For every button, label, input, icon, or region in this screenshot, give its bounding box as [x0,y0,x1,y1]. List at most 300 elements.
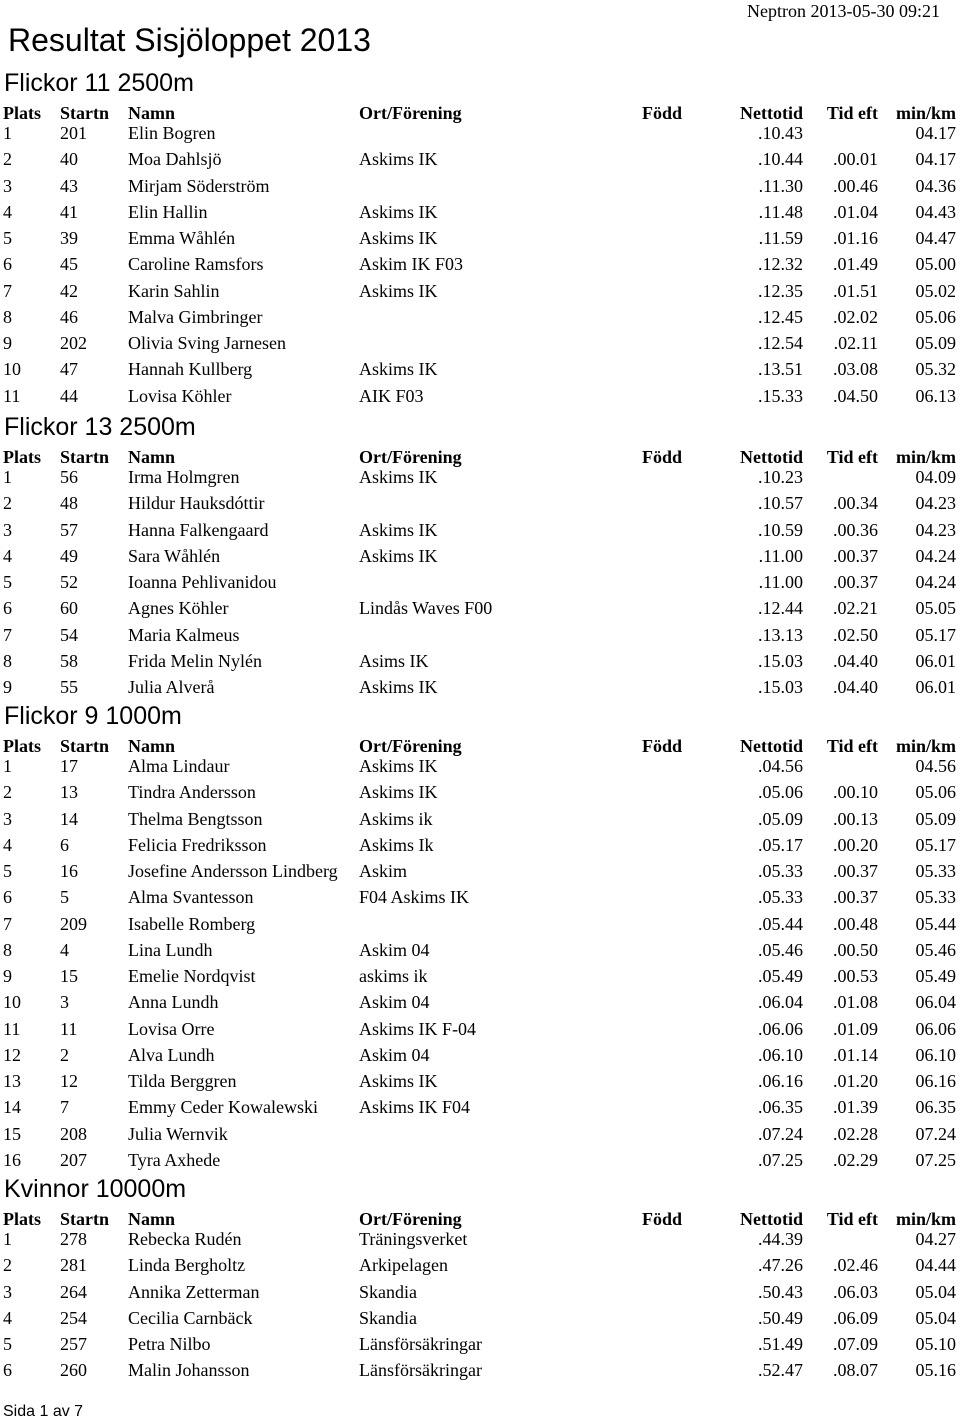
name-cell: Elin Hallin [128,201,208,222]
plats-cell: 6 [3,254,12,275]
column-header-namn: Namn [128,447,176,467]
column-header-plats: Plats [3,447,41,467]
nettotid-cell: .10.59 [758,519,803,540]
column-header-namn: Namn [128,103,176,123]
table-row [0,330,960,356]
nettotid-cell: .11.59 [758,228,803,248]
name-cell: Hildur Hauksdóttir [128,493,265,514]
plats-cell: 5 [3,861,12,881]
plats-cell: 9 [3,677,12,697]
table-row [0,251,960,277]
min-km-cell: 06.06 [915,1018,956,1039]
plats-cell: 11 [3,1018,21,1039]
name-cell: Tindra Andersson [128,782,256,803]
name-cell: Lina Lundh [128,939,213,960]
column-header-namn: Namn [128,1209,176,1229]
name-cell: Annika Zetterman [128,1281,260,1302]
plats-cell: 6 [3,887,12,908]
tid-eft-cell: .02.02 [833,306,878,327]
nettotid-cell: .06.35 [758,1097,803,1118]
nettotid-cell: .10.43 [758,123,803,143]
name-cell: Frida Melin Nylén [128,650,262,671]
startn-cell: 209 [60,913,87,934]
min-km-cell: 05.33 [915,861,956,881]
table-row [0,383,960,409]
club-cell: Askims IK [359,280,438,301]
club-cell: Askim IK F03 [359,254,464,275]
plats-cell: 8 [3,650,12,671]
plats-cell: 9 [3,966,12,986]
nettotid-cell: .13.13 [758,624,803,645]
plats-cell: 16 [3,1149,21,1170]
table-row [0,569,960,595]
nettotid-cell: .12.45 [758,306,803,327]
table-row [0,173,960,199]
plats-cell: 10 [3,992,21,1013]
tid-eft-cell: .01.51 [833,280,878,301]
section-title: Flickor 11 2500m [4,69,194,97]
club-cell: Skandia [359,1281,417,1302]
tid-eft-cell: .01.14 [833,1044,878,1065]
startn-cell: 3 [60,992,69,1013]
plats-cell: 6 [3,1360,12,1381]
tid-eft-cell: .00.10 [833,782,878,803]
table-row [0,490,960,516]
startn-cell: 12 [60,1071,78,1091]
table-row [0,199,960,225]
tid-eft-cell: .00.53 [833,966,878,986]
name-cell: Emmy Ceder Kowalewski [128,1097,318,1118]
club-cell: F04 Askims IK [359,887,470,908]
startn-cell: 278 [60,1229,87,1249]
min-km-cell: 05.33 [915,887,956,908]
column-header-tideft: Tid eft [826,447,878,467]
club-cell: Askims IK [359,149,438,170]
name-cell: Lovisa Orre [128,1018,215,1039]
plats-cell: 7 [3,280,12,301]
plats-cell: 12 [3,1044,21,1065]
column-header-ort: Ort/Förening [359,1209,462,1229]
plats-cell: 4 [3,201,12,222]
nettotid-cell: .10.44 [758,149,803,170]
club-cell: Askims Ik [359,834,434,855]
startn-cell: 47 [60,359,78,380]
table-row [0,146,960,172]
name-cell: Mirjam Söderström [128,175,270,196]
column-header-fodd: Född [642,447,683,467]
column-header-startn: Startn [60,447,109,467]
name-cell: Rebecka Rudén [128,1229,242,1249]
column-header-ort: Ort/Förening [359,447,462,467]
table-row [0,674,960,700]
startn-cell: 54 [60,624,78,645]
nettotid-cell: .47.26 [758,1255,803,1276]
column-header-min: min/km [895,736,956,756]
name-cell: Maria Kalmeus [128,624,240,645]
tid-eft-cell: .00.37 [833,572,878,592]
table-row [0,120,960,146]
min-km-cell: 05.10 [915,1334,956,1354]
startn-cell: 11 [60,1018,78,1039]
name-cell: Emelie Nordqvist [128,966,256,986]
table-row [0,1094,960,1120]
name-cell: Thelma Bengtsson [128,808,263,829]
nettotid-cell: .15.03 [758,650,803,671]
column-header-fodd: Född [642,103,683,123]
startn-cell: 281 [60,1255,87,1276]
startn-cell: 4 [60,939,69,960]
nettotid-cell: .13.51 [758,359,803,380]
name-cell: Lovisa Köhler [128,385,232,406]
nettotid-cell: .05.44 [758,913,803,934]
name-cell: Tyra Axhede [128,1149,221,1170]
startn-cell: 45 [60,254,78,275]
name-cell: Ioanna Pehlivanidou [128,572,277,592]
tid-eft-cell: .00.50 [833,939,878,960]
startn-cell: 201 [60,123,87,143]
tid-eft-cell: .04.40 [833,650,878,671]
tid-eft-cell: .02.50 [833,624,878,645]
plats-cell: 3 [3,1281,12,1302]
plats-cell: 7 [3,624,12,645]
column-header-plats: Plats [3,103,41,123]
table-row [0,884,960,910]
table-row [0,963,960,989]
print-meta: Neptron 2013-05-30 09:21 [747,1,940,21]
plats-cell: 4 [3,834,12,855]
table-row [0,911,960,937]
column-header-tideft: Tid eft [826,1209,878,1229]
plats-cell: 5 [3,572,12,592]
column-header-plats: Plats [3,736,41,756]
min-km-cell: 05.44 [915,913,956,934]
min-km-cell: 05.00 [915,254,956,275]
nettotid-cell: .04.56 [758,756,803,776]
table-row [0,832,960,858]
table-row [0,989,960,1015]
tid-eft-cell: .01.04 [833,201,878,222]
nettotid-cell: .05.46 [758,939,803,960]
plats-cell: 2 [3,149,12,170]
name-cell: Emma Wåhlén [128,228,236,248]
page-footer: Sida 1 av 7 [3,1403,84,1420]
club-cell: Askims IK [359,359,438,380]
min-km-cell: 05.17 [915,834,956,855]
nettotid-cell: .05.33 [758,861,803,881]
startn-cell: 260 [60,1360,87,1381]
table-row [0,1279,960,1305]
min-km-cell: 05.46 [915,939,956,960]
nettotid-cell: .05.06 [758,782,803,803]
nettotid-cell: .11.00 [758,545,803,566]
table-row [0,937,960,963]
club-cell: Askims IK [359,519,438,540]
nettotid-cell: .52.47 [758,1360,803,1381]
club-cell: Askims IK F04 [359,1097,471,1118]
tid-eft-cell: .02.11 [833,333,878,353]
tid-eft-cell: .00.13 [833,808,878,829]
nettotid-cell: .10.23 [758,467,803,487]
table-row [0,595,960,621]
page-title: Resultat Sisjöloppet 2013 [8,22,371,58]
nettotid-cell: .05.17 [758,834,803,855]
startn-cell: 55 [60,677,78,697]
name-cell: Agnes Köhler [128,598,229,619]
nettotid-cell: .44.39 [758,1229,803,1249]
min-km-cell: 04.09 [915,467,956,487]
plats-cell: 14 [3,1097,21,1118]
name-cell: Julia Wernvik [128,1123,228,1144]
nettotid-cell: .15.33 [758,385,803,406]
tid-eft-cell: .00.37 [833,861,878,881]
nettotid-cell: .06.06 [758,1018,803,1039]
name-cell: Hanna Falkengaard [128,519,269,540]
column-header-fodd: Född [642,736,683,756]
table-row [0,622,960,648]
column-header-netto: Nettotid [740,736,803,756]
tid-eft-cell: .00.37 [833,887,878,908]
nettotid-cell: .12.44 [758,598,803,619]
plats-cell: 4 [3,1307,12,1328]
name-cell: Alma Svantesson [128,887,254,908]
club-cell: Askims IK [359,467,438,487]
table-row [0,1305,960,1331]
column-header-netto: Nettotid [740,447,803,467]
table-row [0,304,960,330]
column-header-plats: Plats [3,1209,41,1229]
column-header-startn: Startn [60,736,109,756]
min-km-cell: 06.10 [915,1044,956,1065]
startn-cell: 43 [60,175,78,196]
table-row [0,858,960,884]
table-row [0,1331,960,1357]
column-header-fodd: Född [642,1209,683,1229]
club-cell: Länsförsäkringar [359,1334,482,1354]
section-title: Kvinnor 10000m [4,1175,187,1203]
startn-cell: 2 [60,1044,69,1065]
name-cell: Irma Holmgren [128,467,240,487]
startn-cell: 49 [60,545,78,566]
column-header-startn: Startn [60,1209,109,1229]
club-cell: Lindås Waves F00 [359,598,493,619]
club-cell: Askims IK [359,782,438,803]
club-cell: Askims IK [359,545,438,566]
name-cell: Caroline Ramsfors [128,254,264,275]
startn-cell: 46 [60,306,78,327]
club-cell: Träningsverket [359,1229,468,1249]
min-km-cell: 05.32 [915,359,956,380]
startn-cell: 6 [60,834,69,855]
startn-cell: 39 [60,228,78,248]
startn-cell: 17 [60,756,78,776]
min-km-cell: 06.04 [915,992,956,1013]
min-km-cell: 06.13 [915,385,956,406]
min-km-cell: 07.25 [915,1149,956,1170]
name-cell: Petra Nilbo [128,1334,211,1354]
min-km-cell: 04.44 [915,1255,956,1276]
name-cell: Josefine Andersson Lindberg [128,861,338,881]
startn-cell: 42 [60,280,78,301]
min-km-cell: 05.09 [915,333,956,353]
plats-cell: 8 [3,939,12,960]
table-row [0,278,960,304]
tid-eft-cell: .01.39 [833,1097,878,1118]
nettotid-cell: .07.24 [758,1123,803,1144]
club-cell: Askims IK [359,201,438,222]
table-row [0,648,960,674]
startn-cell: 44 [60,385,78,406]
table-row [0,1147,960,1173]
nettotid-cell: .05.09 [758,808,803,829]
tid-eft-cell: .02.29 [833,1149,878,1170]
plats-cell: 13 [3,1071,21,1091]
name-cell: Elin Bogren [128,123,216,143]
column-header-netto: Nettotid [740,103,803,123]
plats-cell: 9 [3,333,12,353]
min-km-cell: 06.16 [915,1071,956,1091]
table-row [0,356,960,382]
tid-eft-cell: .01.16 [833,228,878,248]
table-row [0,1042,960,1068]
tid-eft-cell: .00.20 [833,834,878,855]
plats-cell: 2 [3,493,12,514]
club-cell: AIK F03 [359,385,424,406]
nettotid-cell: .11.48 [758,201,803,222]
tid-eft-cell: .02.28 [833,1123,878,1144]
nettotid-cell: .05.33 [758,887,803,908]
nettotid-cell: .05.49 [758,966,803,986]
tid-eft-cell: .02.46 [833,1255,878,1276]
startn-cell: 208 [60,1123,87,1144]
min-km-cell: 05.17 [915,624,956,645]
table-row [0,753,960,779]
tid-eft-cell: .00.34 [833,493,878,514]
name-cell: Karin Sahlin [128,280,220,301]
plats-cell: 3 [3,519,12,540]
club-cell: Asims IK [359,650,429,671]
plats-cell: 15 [3,1123,21,1144]
club-cell: askims ik [359,966,428,986]
min-km-cell: 05.02 [915,280,956,301]
plats-cell: 4 [3,545,12,566]
plats-cell: 7 [3,913,12,934]
min-km-cell: 05.16 [915,1360,956,1381]
nettotid-cell: .06.10 [758,1044,803,1065]
startn-cell: 58 [60,650,78,671]
min-km-cell: 05.04 [915,1307,956,1328]
club-cell: Askims IK [359,228,438,248]
tid-eft-cell: .06.09 [833,1307,878,1328]
min-km-cell: 05.06 [915,306,956,327]
column-header-tideft: Tid eft [826,736,878,756]
club-cell: Askims IK [359,1071,438,1091]
min-km-cell: 04.23 [915,493,956,514]
startn-cell: 48 [60,493,78,514]
table-row [0,464,960,490]
club-cell: Askims IK [359,677,438,697]
name-cell: Sara Wåhlén [128,545,221,566]
club-cell: Länsförsäkringar [359,1360,482,1381]
section-title: Flickor 9 1000m [4,702,182,730]
table-row [0,1226,960,1252]
nettotid-cell: .06.04 [758,992,803,1013]
club-cell: Askim 04 [359,992,430,1013]
name-cell: Alva Lundh [128,1044,215,1065]
min-km-cell: 04.56 [915,756,956,776]
tid-eft-cell: .02.21 [833,598,878,619]
table-row [0,1068,960,1094]
name-cell: Isabelle Romberg [128,913,256,934]
name-cell: Tilda Berggren [128,1071,237,1091]
plats-cell: 10 [3,359,21,380]
startn-cell: 56 [60,467,78,487]
min-km-cell: 04.24 [915,572,956,592]
club-cell: Askims IK F-04 [359,1018,477,1039]
table-row [0,1252,960,1278]
nettotid-cell: .06.16 [758,1071,803,1091]
name-cell: Julia Alverå [128,677,215,697]
min-km-cell: 05.06 [915,782,956,803]
min-km-cell: 07.24 [915,1123,956,1144]
plats-cell: 1 [3,123,12,143]
plats-cell: 1 [3,1229,12,1249]
min-km-cell: 06.35 [915,1097,956,1118]
plats-cell: 2 [3,782,12,803]
nettotid-cell: .50.49 [758,1307,803,1328]
startn-cell: 264 [60,1281,87,1302]
column-header-namn: Namn [128,736,176,756]
plats-cell: 3 [3,808,12,829]
startn-cell: 52 [60,572,78,592]
name-cell: Alma Lindaur [128,756,230,776]
name-cell: Moa Dahlsjö [128,149,222,170]
min-km-cell: 04.27 [915,1229,956,1249]
name-cell: Hannah Kullberg [128,359,253,380]
plats-cell: 1 [3,467,12,487]
startn-cell: 57 [60,519,78,540]
startn-cell: 254 [60,1307,87,1328]
name-cell: Malva Gimbringer [128,306,263,327]
startn-cell: 207 [60,1149,87,1170]
tid-eft-cell: .00.36 [833,519,878,540]
startn-cell: 16 [60,861,78,881]
nettotid-cell: .15.03 [758,677,803,697]
name-cell: Olivia Sving Jarnesen [128,333,286,353]
startn-cell: 7 [60,1097,69,1118]
tid-eft-cell: .01.09 [833,1018,878,1039]
plats-cell: 1 [3,756,12,776]
club-cell: Askim 04 [359,939,430,960]
startn-cell: 41 [60,201,78,222]
name-cell: Linda Bergholtz [128,1255,246,1276]
column-header-startn: Startn [60,103,109,123]
nettotid-cell: .12.35 [758,280,803,301]
table-row [0,779,960,805]
startn-cell: 5 [60,887,69,908]
min-km-cell: 05.04 [915,1281,956,1302]
club-cell: Askim 04 [359,1044,430,1065]
column-header-netto: Nettotid [740,1209,803,1229]
club-cell: Askims IK [359,756,438,776]
name-cell: Malin Johansson [128,1360,250,1381]
startn-cell: 15 [60,966,78,986]
tid-eft-cell: .07.09 [833,1334,878,1354]
club-cell: Arkipelagen [359,1255,448,1276]
tid-eft-cell: .08.07 [833,1360,878,1381]
table-row [0,517,960,543]
startn-cell: 13 [60,782,78,803]
table-row [0,1121,960,1147]
